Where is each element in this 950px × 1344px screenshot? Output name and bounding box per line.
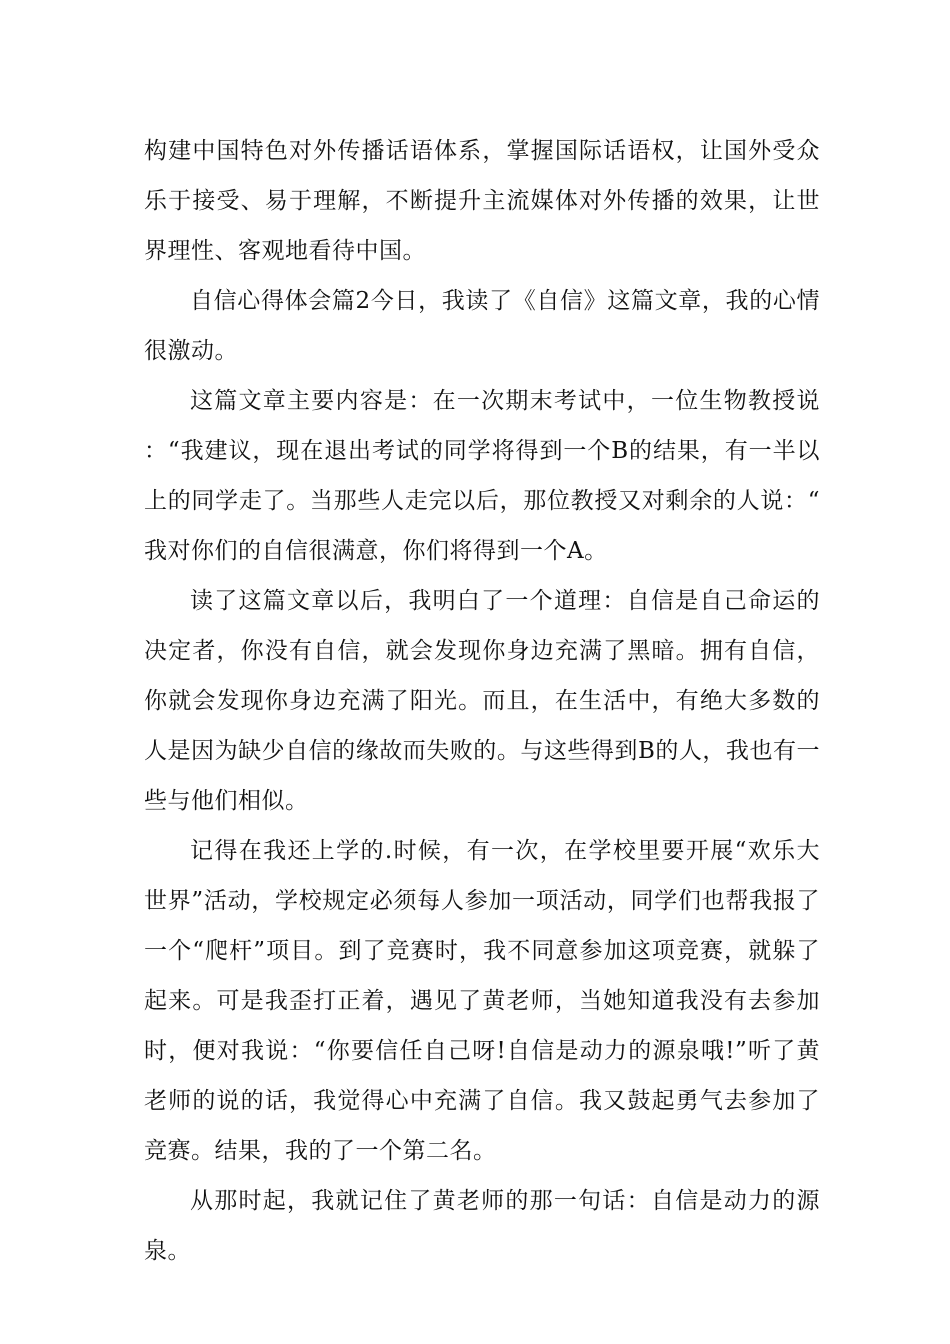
paragraph-continuation: 构建中国特色对外传播话语体系，掌握国际话语权，让国外受众乐于接受、易于理解，不断提升主流媒体对外传播的效果，让世界理性、客观地看待中国。 (144, 138, 820, 264)
paragraph-conclusion: 从那时起，我就记住了黄老师的那一句话：自信是动力的源泉。 (144, 1188, 820, 1264)
paragraph-memory: 记得在我还上学的.时候，有一次，在学校里要开展“欢乐大世界”活动，学校规定必须每人参加一项活动，同学们也帮我报了一个“爬杆”项目。到了竞赛时，我不同意参加这项竞赛，就躲了起来。可是我歪打正着，遇见了黄老师，当她知道我没有去参加时，便对我说：“你要信任自己呀!自信是动力的源泉哦!”听了黄老师的说的话，我觉得心中充满了自信。我又鼓起勇气去参加了竞赛。结果，我的了一个第二名。 (144, 838, 820, 1164)
paragraph-intro: 自信心得体会篇2今日，我读了《自信》这篇文章，我的心情很激动。 (144, 288, 820, 364)
paragraph-article-summary: 这篇文章主要内容是：在一次期末考试中，一位生物教授说：“我建议，现在退出考试的同学将得到一个B的结果，有一半以上的同学走了。当那些人走完以后，那位教授又对剩余的人说：“我对你们的自信很满意，你们将得到一个A。 (144, 388, 820, 564)
document-body (144, 126, 820, 1276)
paragraph-reflection: 读了这篇文章以后，我明白了一个道理：自信是自己命运的决定者，你没有自信，就会发现你身边充满了黑暗。拥有自信，你就会发现你身边充满了阳光。而且，在生活中，有绝大多数的人是因为缺少自信的缘故而失败的。与这些得到B的人，我也有一些与他们相似。 (144, 588, 820, 814)
